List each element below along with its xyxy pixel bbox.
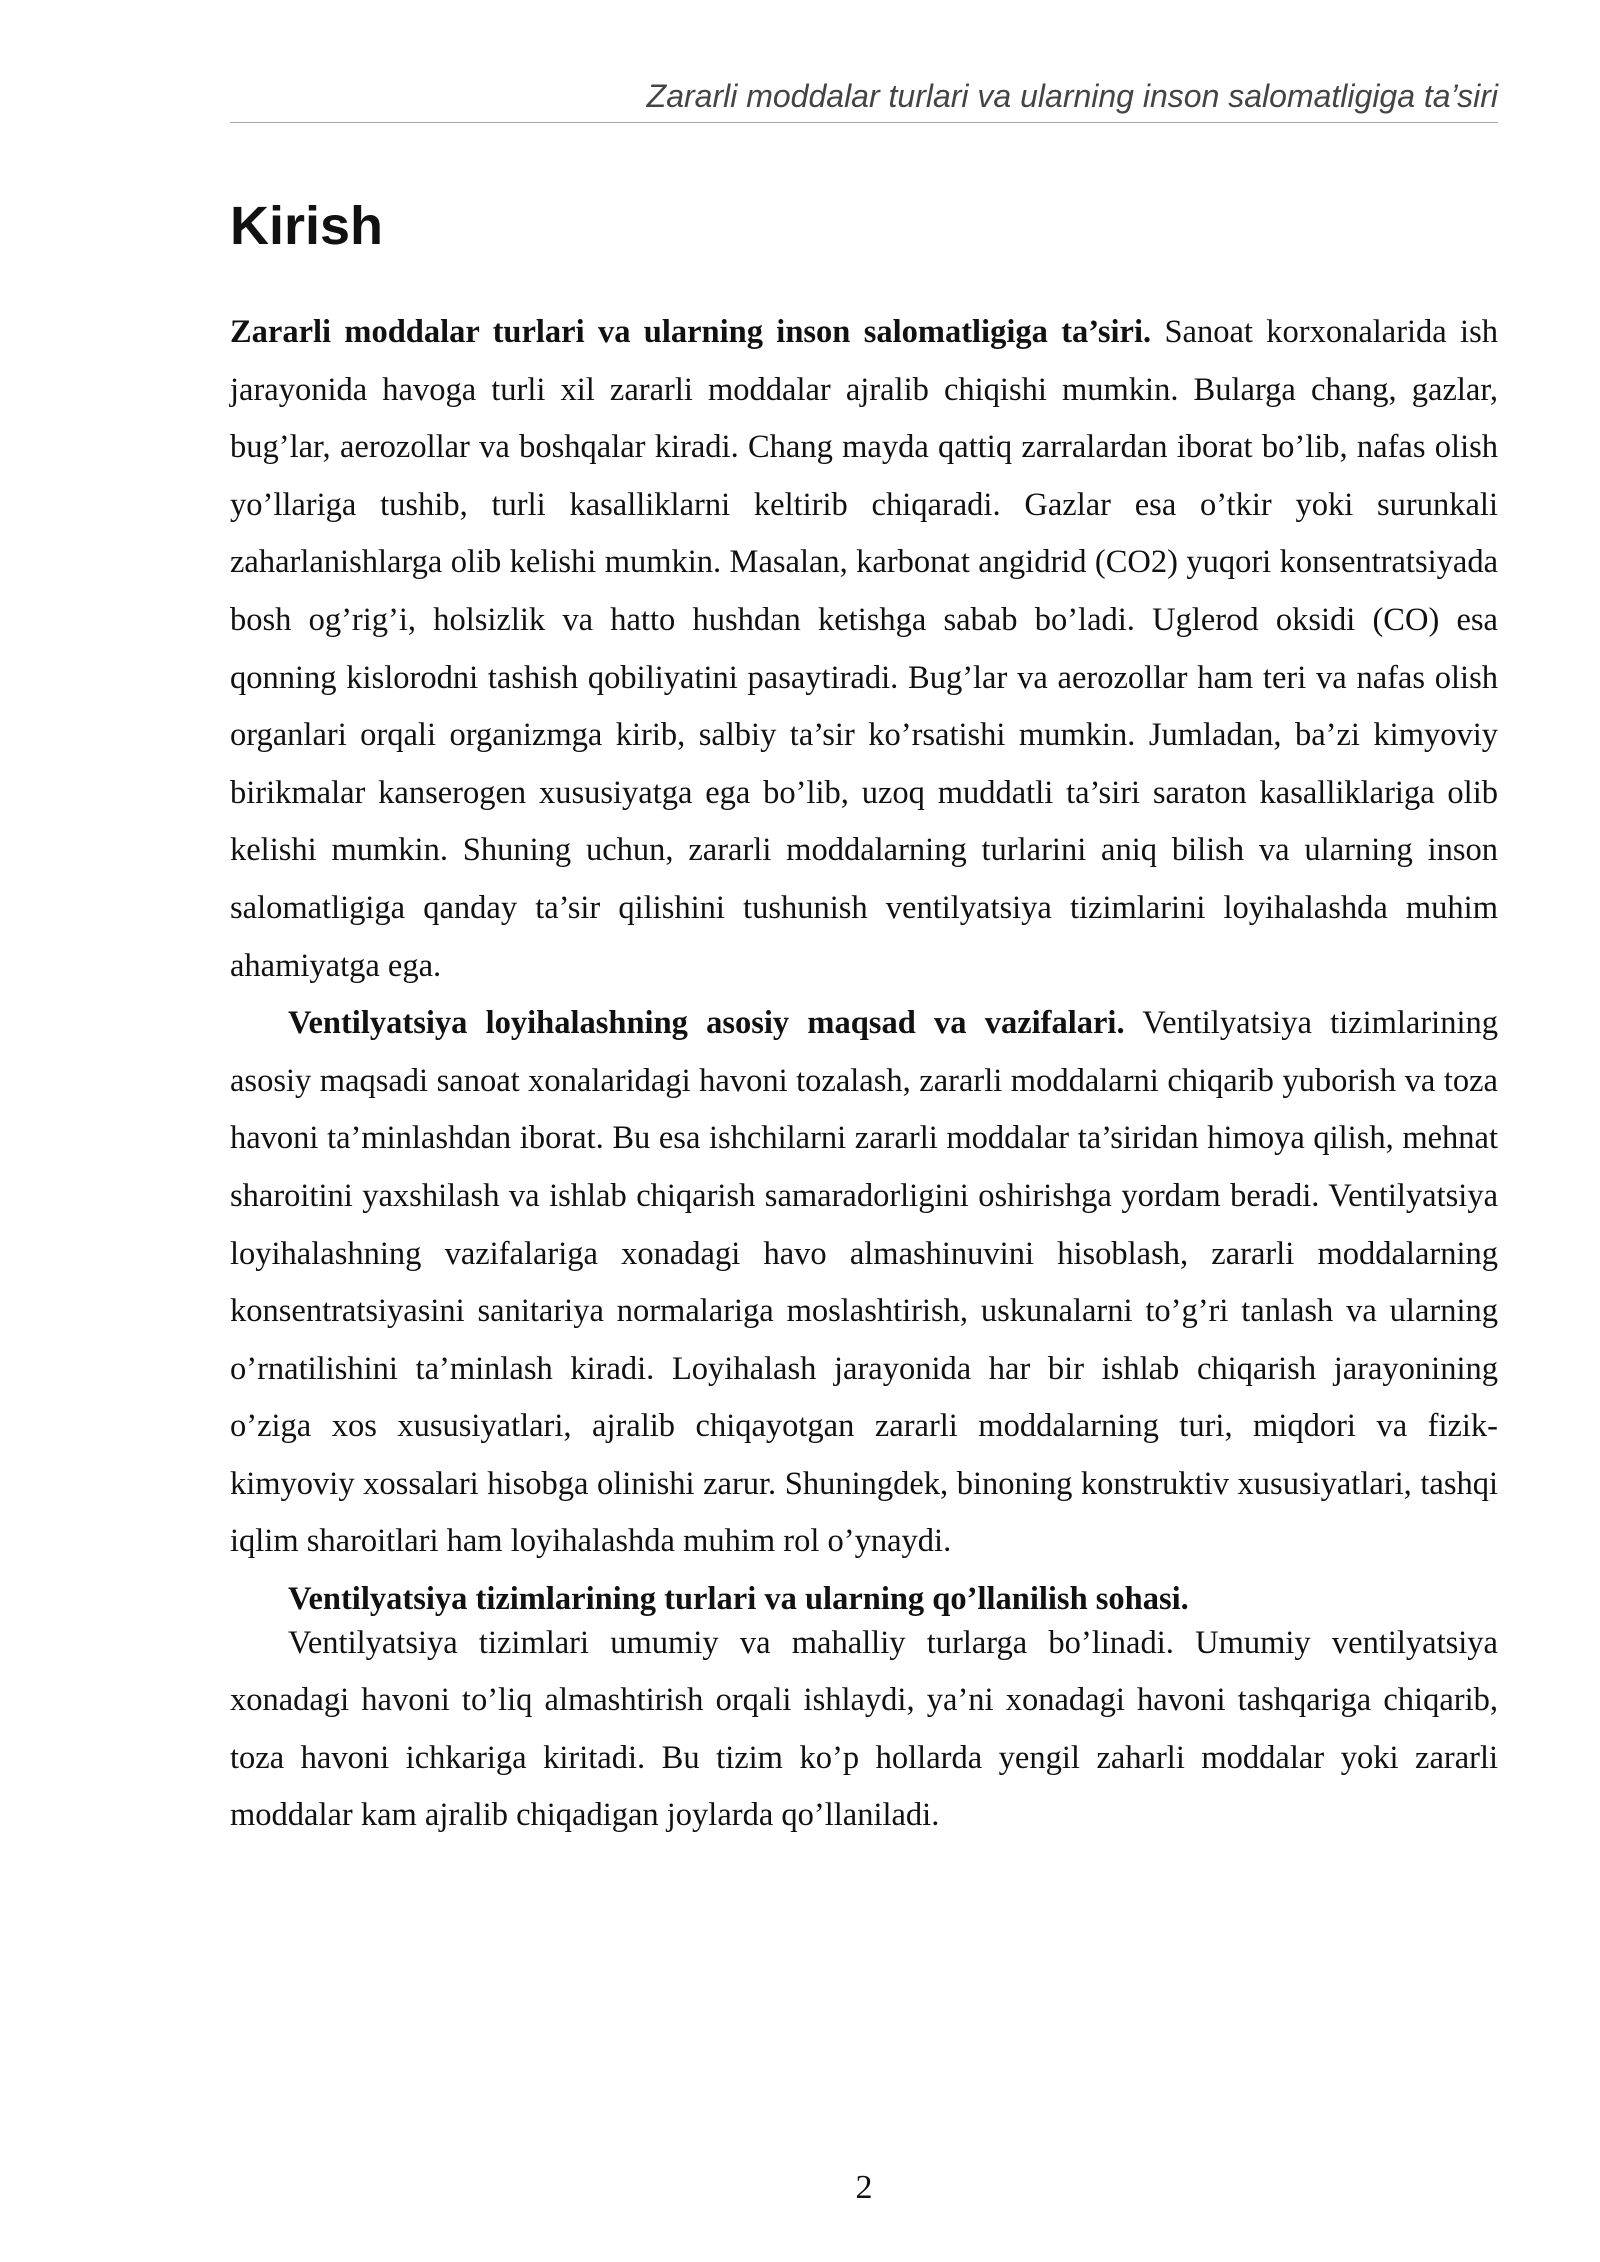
paragraph-ventilation-types: Ventilyatsiya tizimlari umumiy va mahalliy turlarga bo’linadi. Umumiy ventilyatsiya xonadagi havoni to’liq almashtirish orqali ishlaydi, ya’ni xonadagi havoni tashqariga chiqarib, toza havoni ichkariga kiritadi. Bu tizim ko’p hollarda yengil zaharli moddalar yoki zararli moddalar kam ajralib chiqadigan joylarda qo’llaniladi. [230,1624,1498,1834]
section-heading-ventilation-goals: Ventilyatsiya loyihalashning asosiy maqsad va vazifalari. [288,1005,1125,1042]
body-text [230,304,1498,1845]
running-header: Zararli moddalar turlari va ularning inson salomatligiga ta’siri [230,74,1498,123]
page-number: 2 [855,2169,873,2206]
paragraph-text: Sanoat korxonalarida ish jarayonida havoga turli xil zararli moddalar ajralib chiqishi mumkin. Bularga chang, gazlar, bug’lar, aerozollar va boshqalar kiradi. Chang mayda qattiq zarralardan iborat bo’lib, nafas olish yo’llariga tushib, turli kasalliklarni keltirib chiqaradi. Gazlar esa o’tkir yoki surunkali zaharlanishlarga olib kelishi mumkin. Masalan, karbonat angidrid (CO2) yuqori konsentratsiyada bosh og’rig’i, holsizlik va hatto hushdan ketishga sabab bo’ladi. Uglerod oksidi (CO) esa qonning kislorodni tashish qobiliyatini pasaytiradi. Bug’lar va aerozollar ham teri va nafas olish organlari orqali organizmga kirib, salbiy ta’sir ko’rsatishi mumkin. Jumladan, ba’zi kimyoviy birikmalar kanserogen xususiyatga ega bo’lib, uzoq muddatli ta’siri saraton kasalliklariga olib kelishi mumkin. Shuning uchun, zararli moddalarning turlarini aniq bilish va ularning inson salomatligiga qanday ta’sir qilishini tushunish ventilyatsiya tizimlarini loyihalashda muhim ahamiyatga ega. [230,314,1498,984]
chapter-title: Kirish [230,196,384,256]
section-heading-harmful-substances: Zararli moddalar turlari va ularning inson salomatligiga ta’siri. [230,314,1152,350]
paragraph-ventilation-goals [230,995,1498,1571]
paragraph-text: Ventilyatsiya tizimlarining asosiy maqsadi sanoat xonalaridagi havoni tozalash, zararli moddalarni chiqarib yuborish va toza havoni ta’minlashdan iborat. Bu esa ishchilarni zararli moddalar ta’siridan himoya qilish, mehnat sharoitini yaxshilash va ishlab chiqarish samaradorligini oshirishga yordam beradi. Ventilyatsiya loyihalashning vazifalariga xonadagi havo almashinuvini hisoblash, zararli moddalarning konsentratsiyasini sanitariya normalariga moslashtirish, uskunalarni to’g’ri tanlash va ularning o’rnatilishini ta’minlash kiradi. Loyihalash jarayonida har bir ishlab chiqarish jarayonining o’ziga xos xususiyatlari, ajralib chiqayotgan zararli moddalarning turi, miqdori va fizik-kimyoviy xossalari hisobga olinishi zarur. Shuningdek, binoning konstruktiv xususiyatlari, tashqi iqlim sharoitlari ham loyihalashda muhim rol o’ynaydi. [230,1005,1498,1560]
document-page [230,0,1498,2262]
paragraph-harmful-substances [230,304,1498,995]
section-heading-text: Ventilyatsiya tizimlarining turlari va ularning qo’llanilish sohasi. [288,1581,1189,1618]
